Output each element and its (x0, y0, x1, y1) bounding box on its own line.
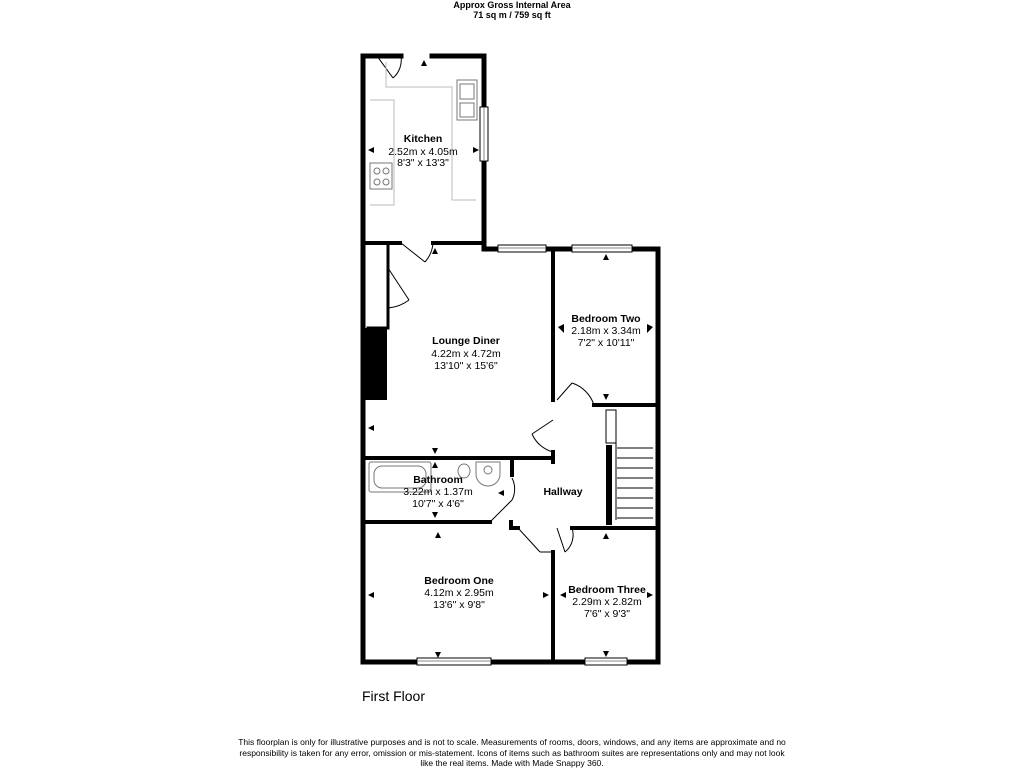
floor-label: First Floor (362, 688, 425, 704)
area-title: Approx Gross Internal Area (453, 0, 571, 10)
hallway-name: Hallway (543, 486, 583, 498)
bedroom-one-name: Bedroom One (424, 575, 494, 587)
bedroom-two-imperial: 7'2" x 10'11" (577, 337, 635, 349)
bed2-hall-door (557, 383, 594, 405)
bedroom-three-metric: 2.29m x 2.82m (572, 596, 642, 608)
bathroom-metric: 3.22m x 1.37m (403, 486, 473, 498)
bedroom-one-imperial: 13'6" x 9'8" (433, 599, 485, 611)
kitchen-lounge-door (401, 243, 433, 262)
cupboard-wall (368, 245, 388, 328)
disclaimer: This floorplan is only for illustrative purposes and is not to scale. Measurements of rooms, doors, windows, and any items are approximate and no responsibility is taken for any error, omission or mis-statement. Icons of items such as bathroom suites are representations only and may not look like the real items. Made with Made Snappy 360. (238, 737, 786, 768)
bedroom-one-metric: 4.12m x 2.95m (424, 587, 494, 599)
bedroom-three-name: Bedroom Three (568, 584, 646, 596)
stairs (606, 410, 653, 520)
lounge-hall-door (532, 420, 553, 452)
kitchen-entry-door (377, 56, 401, 78)
lounge-name: Lounge Diner (432, 335, 500, 347)
bath-bottom-wall (363, 522, 518, 528)
bathroom-name: Bathroom (413, 474, 463, 486)
room-labels (388, 133, 646, 620)
chimney-breast (365, 328, 387, 400)
bed3-hall-door (557, 528, 573, 552)
bedroom-two-name: Bedroom Two (571, 313, 641, 325)
bed1-hall-door (518, 528, 553, 552)
hob (370, 163, 392, 189)
kitchen-name: Kitchen (403, 133, 443, 145)
kitchen-imperial: 8'3" x 13'3" (397, 157, 449, 169)
lounge-metric: 4.22m x 4.72m (431, 348, 501, 360)
area-size: 71 sq m / 759 sq ft (473, 10, 551, 20)
kitchen-counter (386, 62, 476, 200)
cupboard-door (388, 268, 409, 308)
kitchen-metric: 2.52m x 4.05m (388, 146, 458, 158)
stair-landing (606, 410, 616, 443)
bedroom-three-imperial: 7'6" x 9'3" (584, 608, 630, 620)
lounge-imperial: 13'10" x 15'6" (434, 360, 498, 372)
bathroom-imperial: 10'7" x 4'6" (412, 498, 464, 510)
bedroom-two-metric: 2.18m x 3.34m (571, 325, 641, 337)
